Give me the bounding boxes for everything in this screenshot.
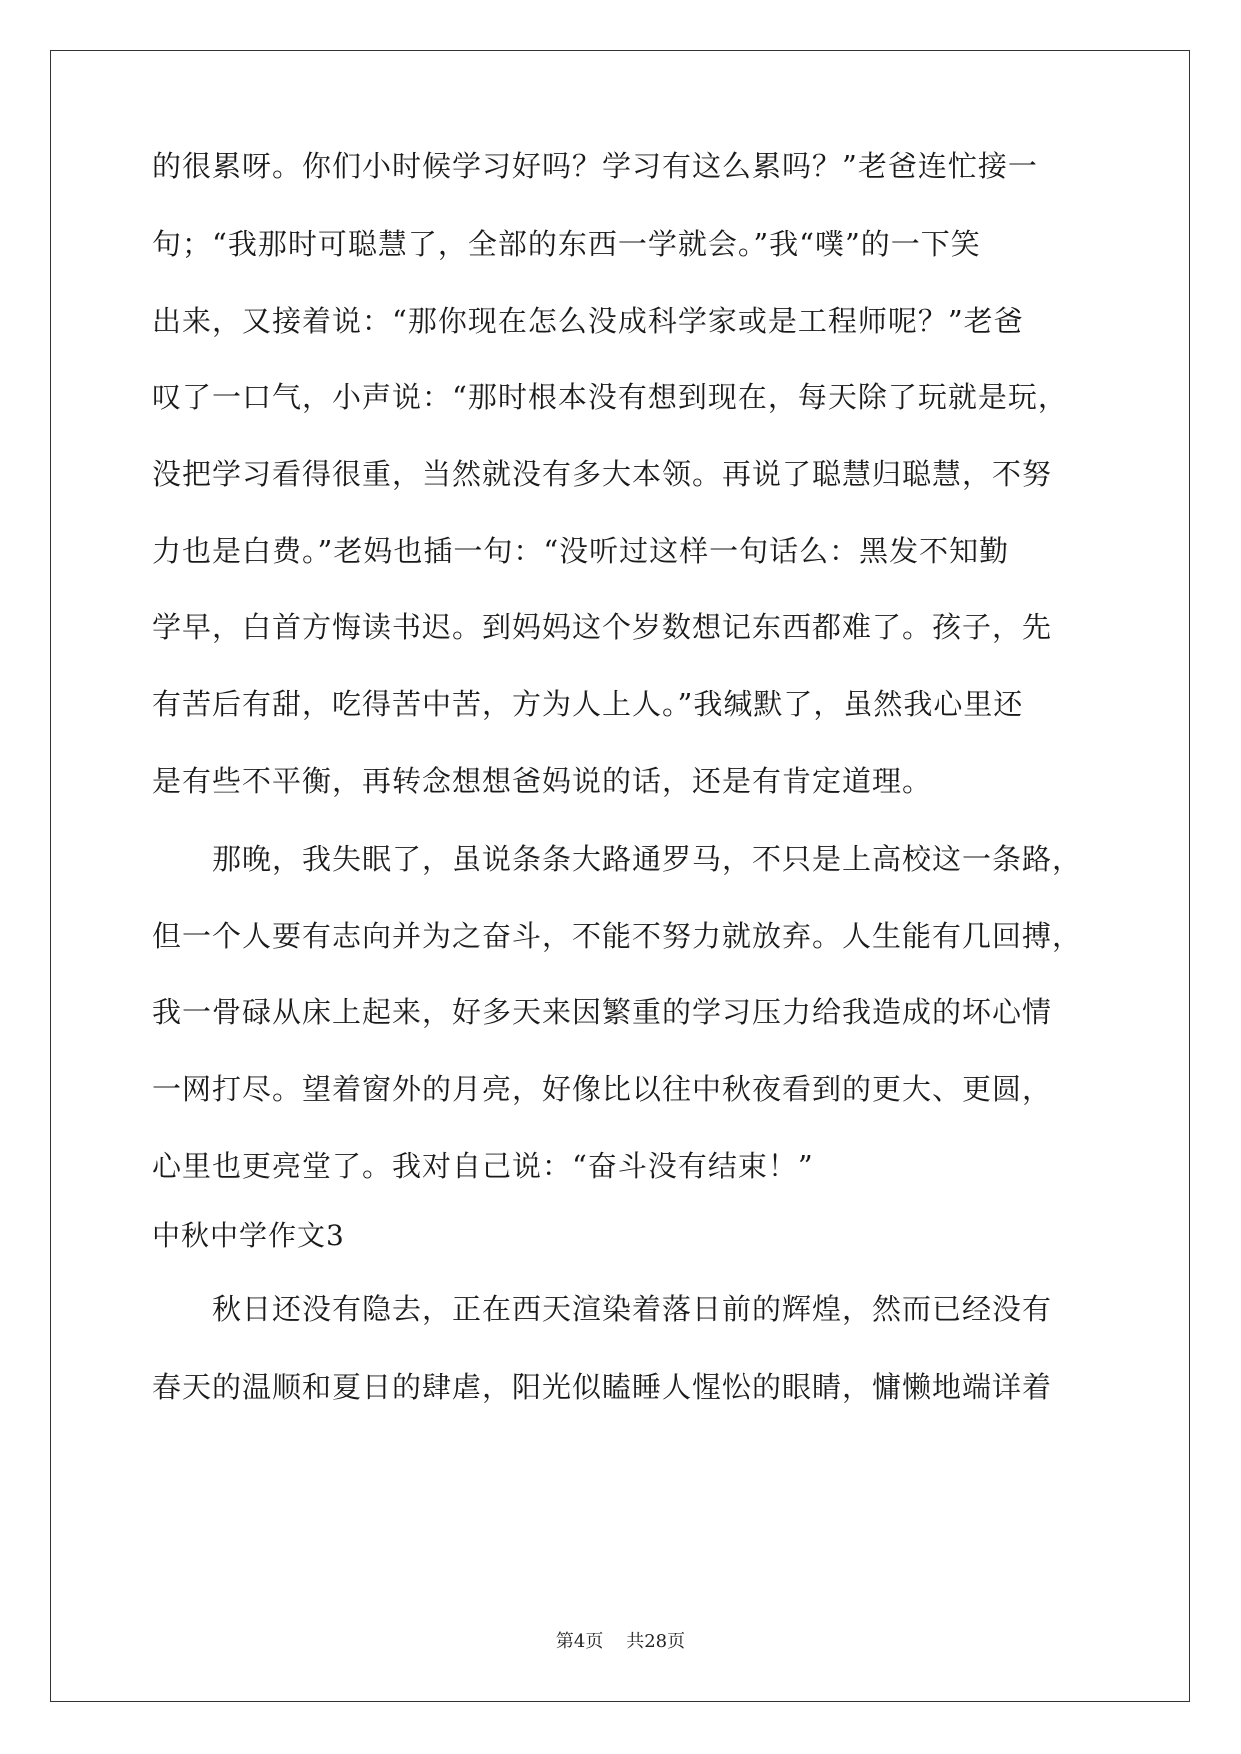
text-line: 学早，白首方悔读书迟。到妈妈这个岁数想记东西都难了。孩子，先 (152, 610, 1053, 644)
text-line: 句；“我那时可聪慧了，全部的东西一学就会。”我“噗”的一下笑 (152, 227, 981, 261)
text-line: 叹了一口气，小声说：“那时根本没有想到现在，每天除了玩就是玩， (152, 380, 1068, 414)
text-line: 没把学习看得很重，当然就没有多大本领。再说了聪慧归聪慧，不努 (152, 457, 1053, 491)
text-line: 的很累呀。你们小时候学习好吗？学习有这么累吗？”老爸连忙接一 (152, 149, 1038, 183)
text-line: 我一骨碌从床上起来，好多天来因繁重的学习压力给我造成的坏心情 (152, 995, 1053, 1029)
text-line: 是有些不平衡，再转念想想爸妈说的话，还是有肯定道理。 (152, 764, 933, 798)
text-line: 有苦后有甜，吃得苦中苦，方为人上人。”我缄默了，虽然我心里还 (152, 687, 1024, 721)
text-line: 但一个人要有志向并为之奋斗，不能不努力就放弃。人生能有几回搏， (152, 919, 1083, 953)
section-title: 中秋中学作文3 (152, 1219, 345, 1252)
text-line: 心里也更亮堂了。我对自己说：“奋斗没有结束！” (152, 1149, 814, 1183)
page-number-footer: 第4页 共28页 (555, 1631, 686, 1652)
text-line: 秋日还没有隐去，正在西天渲染着落日前的辉煌，然而已经没有 (212, 1292, 1053, 1326)
text-line: 春天的温顺和夏日的肆虐，阳光似瞌睡人惺忪的眼睛，慵懒地端详着 (152, 1370, 1053, 1404)
text-line: 那晚，我失眠了，虽说条条大路通罗马，不只是上高校这一条路， (212, 842, 1083, 876)
text-line: 力也是白费。”老妈也插一句：“没听过这样一句话么：黑发不知勤 (152, 534, 1010, 568)
text-line: 一网打尽。望着窗外的月亮，好像比以往中秋夜看到的更大、更圆， (152, 1072, 1053, 1106)
page-border (50, 50, 1190, 1702)
text-line: 出来，又接着说：“那你现在怎么没成科学家或是工程师呢？”老爸 (152, 304, 1024, 338)
